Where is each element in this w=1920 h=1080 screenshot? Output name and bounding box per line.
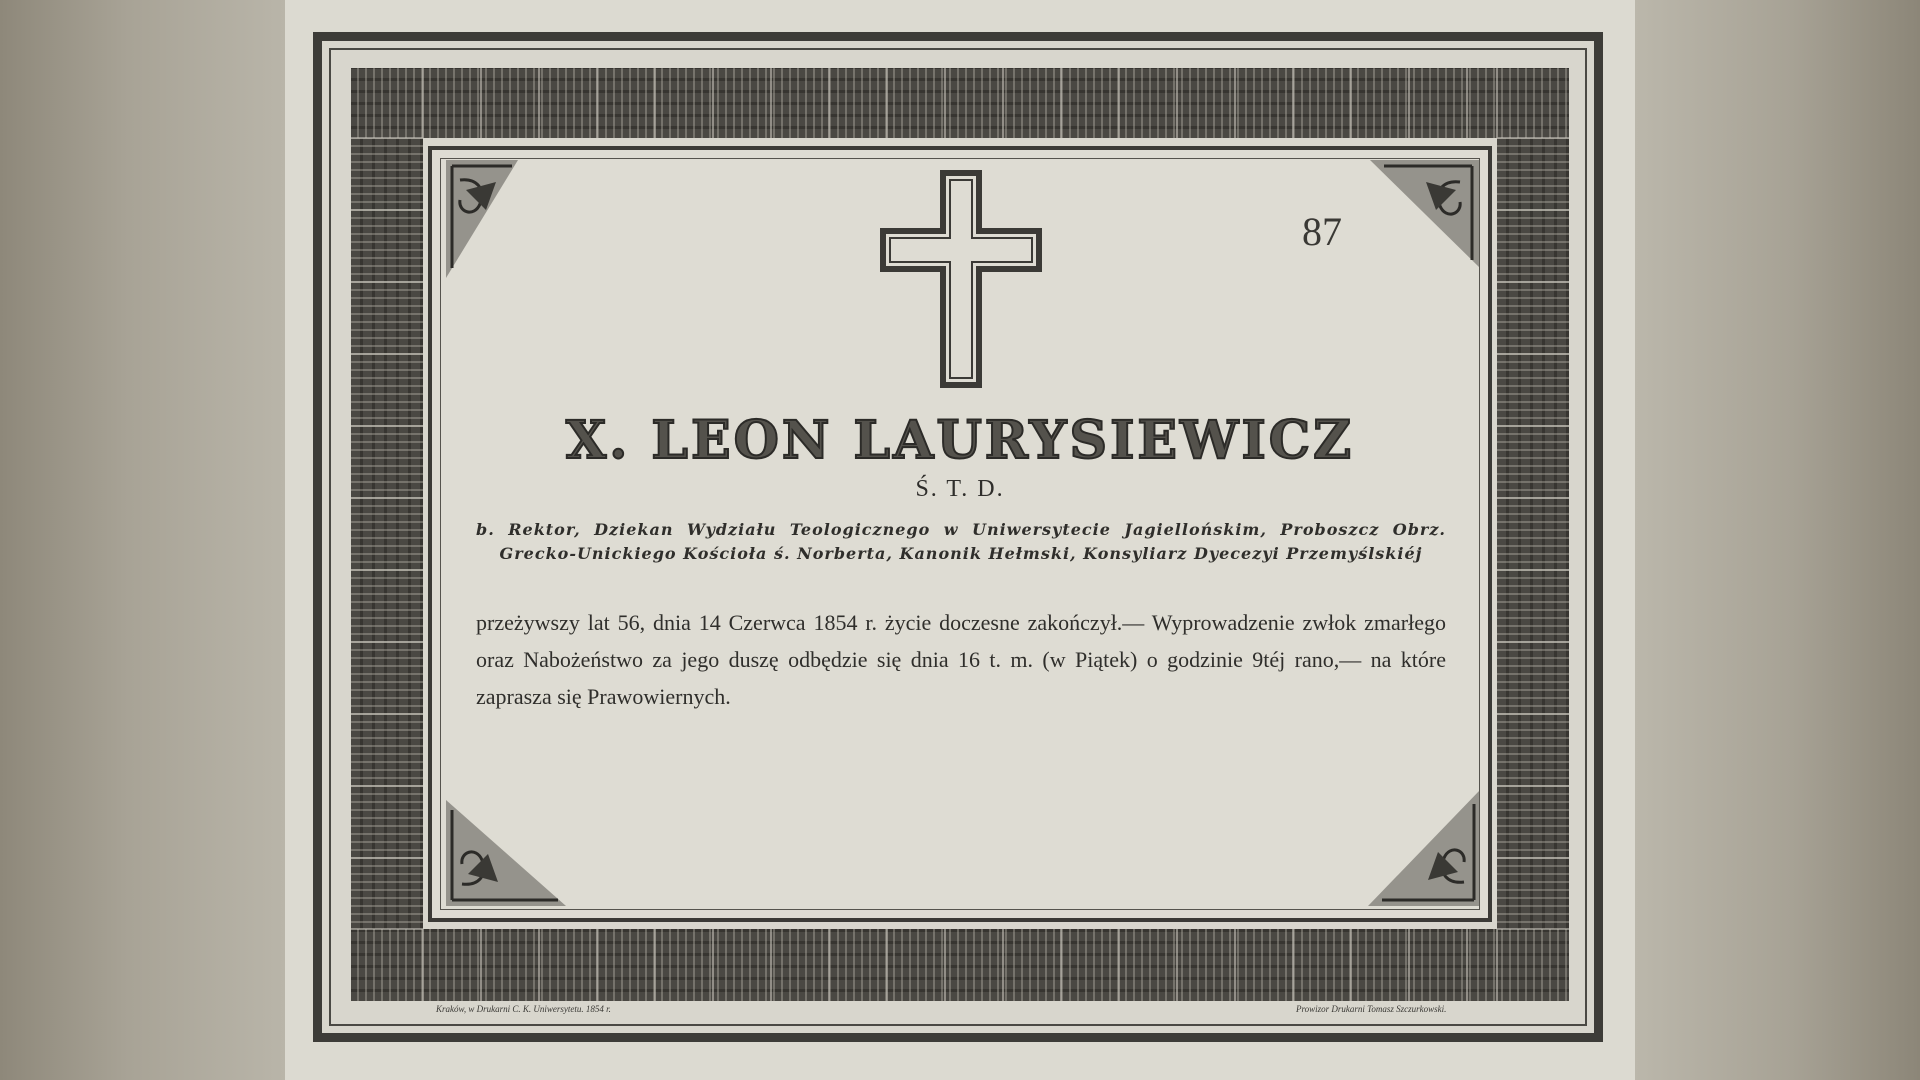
right-backdrop: [1635, 0, 1920, 1080]
corner-ornament-icon: [446, 800, 570, 906]
academic-degree: Ś. T. D.: [915, 476, 1005, 502]
ornamental-border-left: [351, 138, 423, 929]
ornamental-border-top: [351, 68, 1569, 138]
page-number: 87: [1302, 209, 1342, 254]
corner-ornament-icon: [1368, 790, 1480, 906]
ornamental-border-right: [1497, 138, 1569, 929]
left-backdrop: [0, 0, 285, 1080]
announcement-text: przeżywszy lat 56, dnia 14 Czerwca 1854 r. życie doczesne zakończył.— Wyprowadzenie zwłok zmarłego oraz Nabożeństwo za jego duszę odbędzie się dnia 16 t. m. (w Piątek) o godzinie 9téj rano,— na które zaprasza się Prawowiernych.: [476, 610, 1446, 709]
corner-ornament-icon: [1360, 160, 1480, 270]
printer-signature: Prowizor Drukarni Tomasz Szczurkowski.: [1296, 1004, 1447, 1014]
ornamental-border-bottom: [351, 929, 1569, 1001]
titles-text: b. Rektor, Dziekan Wydziału Teologicznego w Uniwersytecie Jagiellońskim, Proboszcz Obrz. Grecko-Unickiego Kościoła ś. Norberta, Kanonik Hełmski, Konsyliarz Dyecezyi Przemyślskiéj: [476, 520, 1446, 563]
cross-icon: [878, 168, 1044, 390]
corner-ornament-icon: [446, 160, 526, 280]
printer-imprint: Kraków, w Drukarni C. K. Uniwersytetu. 1854 r.: [436, 1004, 611, 1014]
deceased-name: X. LEON LAURYSIEWICZ: [565, 410, 1355, 471]
